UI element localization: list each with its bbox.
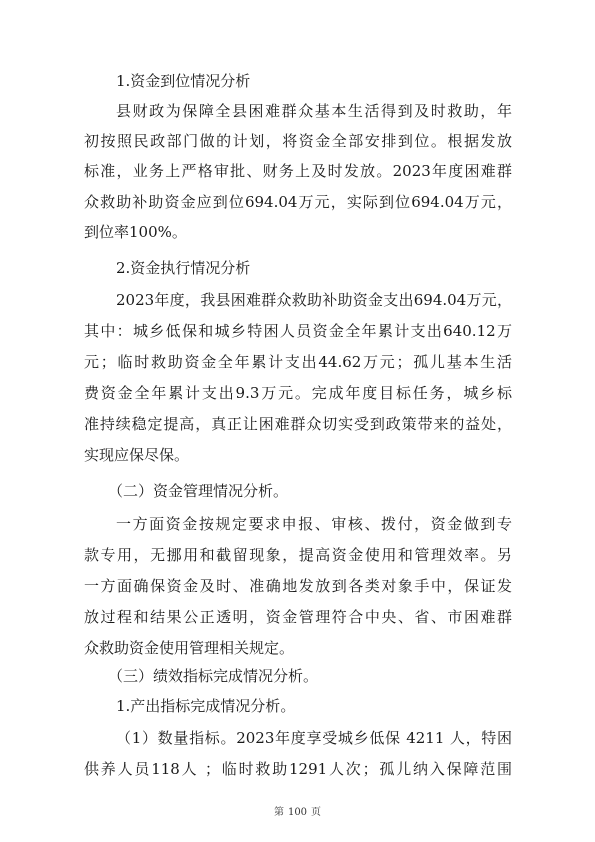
section-heading: 1.产出指标完成情况分析。	[116, 697, 296, 715]
paragraph-line: 县财政为保障全县困难群众基本生活得到及时救助，年	[116, 102, 512, 120]
paragraph-line: 准持续稳定提高，真正让困难群众切实受到政策带来的益处，	[84, 415, 512, 433]
paragraph-line: 众救助资金使用管理相关规定。	[84, 639, 295, 657]
paragraph-line: 费资金全年累计支出9.3万元。完成年度目标任务，城乡标	[84, 384, 512, 402]
paragraph-line: 到位率100%。	[84, 223, 187, 241]
page-number-suffix: 页	[311, 807, 322, 818]
paragraph-line: 供养人员118人 ；临时救助1291人次；孤儿纳入保障范围	[84, 760, 512, 778]
page-number: 100	[287, 807, 308, 818]
paragraph-line: 众救助补助资金应到位694.04万元，实际到位694.04万元，	[84, 193, 512, 211]
paragraph-line: 元；临时救助资金全年累计支出44.62万元；孤儿基本生活	[84, 353, 512, 371]
paragraph-line: 其中：城乡低保和城乡特困人员资金全年累计支出640.12万	[84, 322, 512, 340]
paragraph-line: 一方面资金按规定要求申报、审核、拨付，资金做到专	[116, 515, 512, 533]
page-footer	[0, 806, 595, 820]
paragraph-line: 标准，业务上严格审批、财务上及时发放。2023年度困难群	[84, 162, 512, 180]
paragraph-line: 放过程和结果公正透明，资金管理符合中央、省、市困难群	[84, 608, 512, 626]
section-heading: 1.资金到位情况分析	[116, 72, 251, 90]
paragraph-line: 一方面确保资金及时、准确地发放到各类对象手中，保证发	[84, 577, 512, 595]
paragraph-line: 款专用，无挪用和截留现象，提高资金使用和管理效率。另	[84, 546, 512, 564]
section-heading: （三）绩效指标完成情况分析。	[108, 667, 319, 685]
section-heading: 2.资金执行情况分析	[116, 259, 251, 277]
page-number-prefix: 第	[273, 807, 284, 818]
paragraph-line: 2023年度，我县困难群众救助补助资金支出694.04万元，	[116, 291, 512, 309]
section-heading: （二）资金管理情况分析。	[108, 482, 289, 500]
paragraph-line: 实现应保尽保。	[84, 446, 190, 464]
paragraph-line: 初按照民政部门做的计划，将资金全部安排到位。根据发放	[84, 132, 512, 150]
paragraph-line: （1）数量指标。2023年度享受城乡低保 4211 人，特困	[116, 729, 512, 747]
